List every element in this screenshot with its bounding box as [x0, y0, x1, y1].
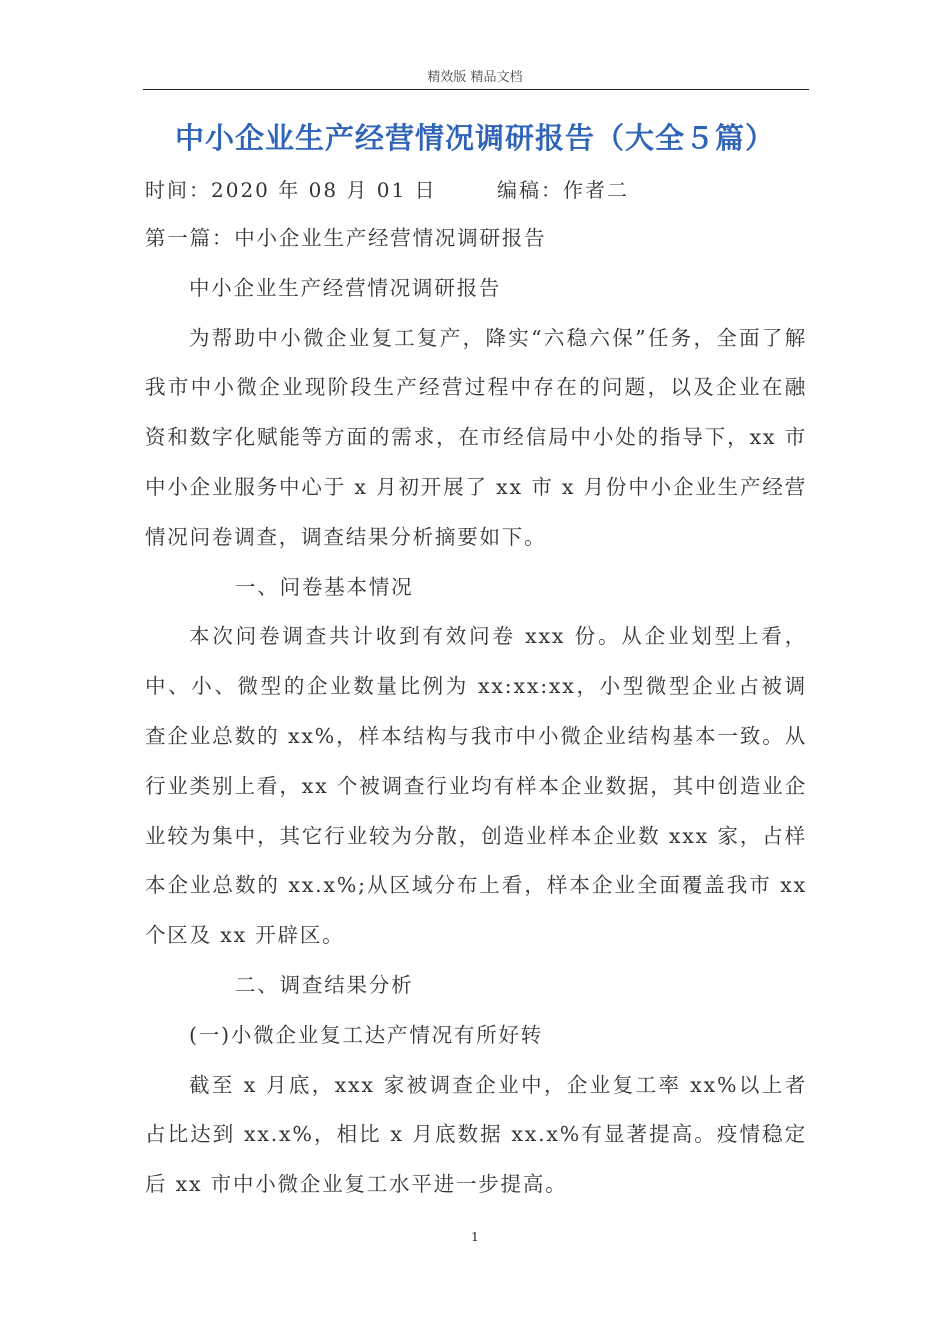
section-heading-2: 二、调查结果分析	[235, 972, 414, 997]
report-subtitle: 中小企业生产经营情况调研报告	[189, 275, 502, 300]
paragraph-resumption: 截至 x 月底，xxx 家被调查企业中，企业复工率 xx%以上者占比达到 xx.x%，相比 x 月底数据 xx.x%有显著提高。疫情稳定后 xx 市中小微企业复工水平进一步提高。	[145, 1072, 807, 1197]
page-number: 1	[471, 1230, 479, 1244]
meta-time: 时间：2020 年 08 月 01 日	[145, 178, 437, 202]
page-header: 精效版 精品文档	[427, 70, 523, 85]
meta-editor: 编稿：作者二	[497, 178, 629, 202]
paragraph-survey-basics: 本次问卷调查共计收到有效问卷 xxx 份。从企业划型上看，中、小、微型的企业数量比例为 xx:xx:xx，小型微型企业占被调查企业总数的 xx%，样本结构与我市中小微企业结构基本一致。从行业类别上看，xx 个被调查行业均有样本企业数据，其中创造业企业较为集中，其它行业较为分散，创造业样本企业数 xxx 家，占样本企业总数的 xx.x%;从区域分布上看，样本企业全面覆盖我市 xx 个区及 xx 开辟区。	[145, 624, 807, 948]
header-divider	[143, 89, 809, 90]
paragraph-intro: 为帮助中小微企业复工复产，降实“六稳六保”任务，全面了解我市中小微企业现阶段生产经营过程中存在的问题，以及企业在融资和数字化赋能等方面的需求，在市经信局中小处的指导下，xx 市中小企业服务中心于 x 月初开展了 xx 市 x 月份中小企业生产经营情况问卷调查，调查结果分析摘要如下。	[145, 325, 807, 549]
subsection-heading-1: (一)小微企业复工达产情况有所好转	[189, 1022, 544, 1047]
document-title: 中小企业生产经营情况调研报告（大全５篇）	[174, 121, 775, 155]
document-body	[145, 214, 807, 1210]
section-heading-1: 一、问卷基本情况	[235, 574, 414, 599]
chapter-heading: 第一篇：中小企业生产经营情况调研报告	[145, 226, 547, 250]
